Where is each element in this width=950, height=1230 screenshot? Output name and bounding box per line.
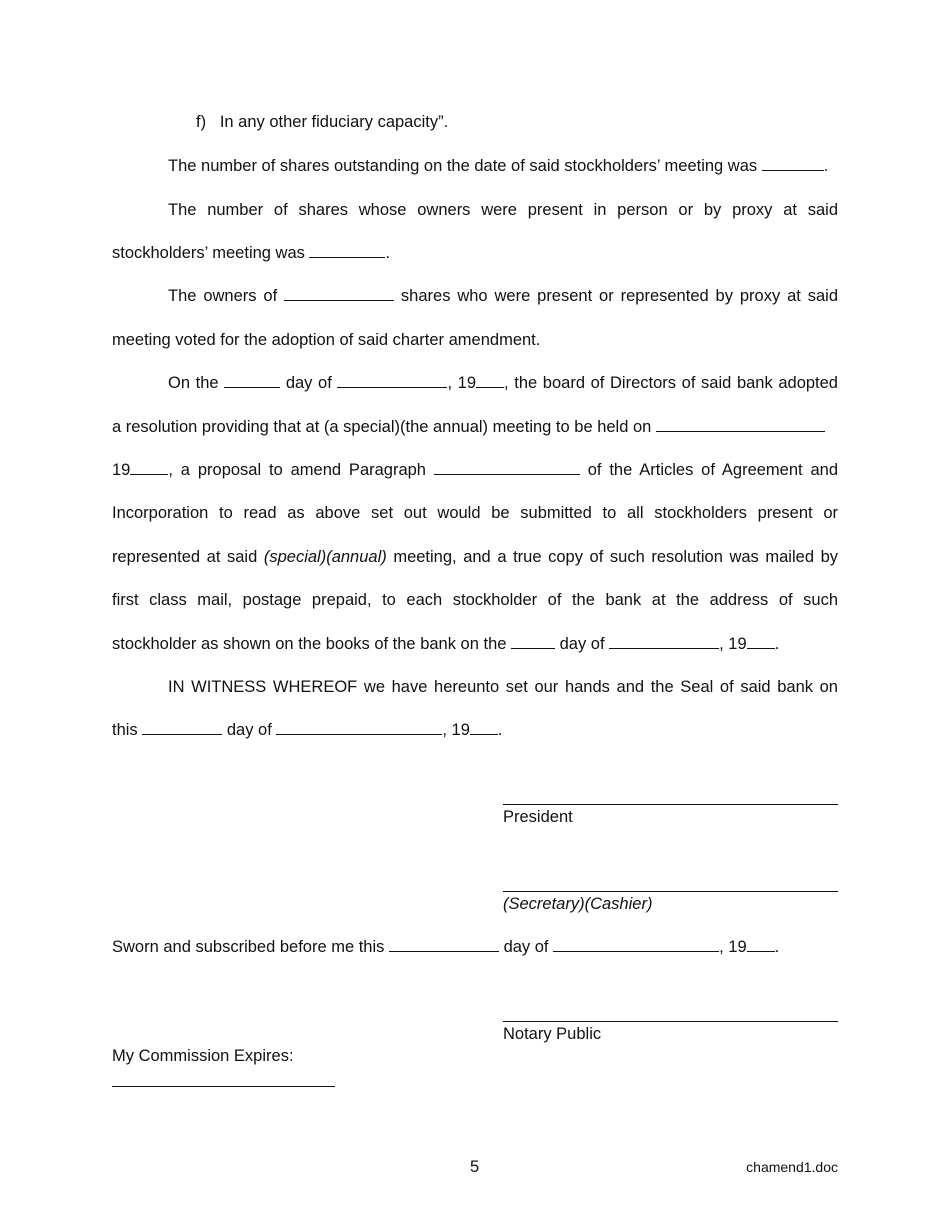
paragraph-shares-outstanding — [168, 156, 838, 176]
blank-field — [130, 460, 168, 475]
paragraph-line — [112, 634, 838, 654]
blank-field — [656, 417, 825, 432]
text-run: day of — [555, 635, 610, 653]
text-run: 19 — [112, 461, 131, 479]
paragraph-line — [112, 243, 838, 263]
secretary-cashier-label: (Secretary)(Cashier) — [503, 895, 653, 913]
paragraph-line — [112, 417, 838, 437]
text-run: this — [112, 721, 143, 739]
president-label: President — [503, 808, 573, 826]
footer-filename: chamend1.doc — [746, 1159, 838, 1175]
paragraph-line — [112, 460, 838, 480]
commission-expires-line — [112, 1086, 335, 1087]
text-run: stockholder as shown on the books of the bank on the — [112, 635, 512, 653]
signature-line-president — [503, 804, 838, 805]
paragraph-line: Incorporation to read as above set out would be submitted to all stockholders present or — [112, 504, 838, 522]
paragraph-line — [112, 720, 838, 740]
blank-field — [553, 937, 719, 952]
sworn-statement — [112, 937, 838, 957]
text-run: , a proposal to amend Paragraph — [168, 461, 434, 479]
paragraph-board-resolution — [168, 373, 838, 393]
signature-line-notary — [503, 1021, 838, 1022]
text-run: day of — [498, 938, 554, 956]
notary-public-label: Notary Public — [503, 1025, 602, 1043]
text-run: . — [497, 721, 503, 739]
text-run: Sworn and subscribed before me this — [112, 938, 389, 956]
text-run: On the — [168, 374, 225, 392]
blank-field — [747, 937, 775, 952]
paragraph-line: meeting voted for the adoption of said charter amendment. — [112, 331, 541, 349]
item-f: f) In any other fiduciary capacity”. — [196, 113, 449, 131]
paragraph-owners — [168, 286, 838, 306]
text-run: stockholders’ meeting was — [112, 244, 310, 262]
paragraph-shares-present: The number of shares whose owners were present in person or by proxy at said — [168, 201, 838, 219]
text-run: , 19 — [442, 721, 470, 739]
signature-line-secretary — [503, 891, 838, 892]
blank-field — [434, 460, 580, 475]
text-run: of the Articles of Agreement and — [579, 461, 838, 479]
commission-expires-label: My Commission Expires: — [112, 1047, 294, 1065]
text-run: day of — [222, 721, 277, 739]
blank-field — [511, 634, 555, 649]
text-run: meeting, and a true copy of such resolution was mailed by — [386, 548, 839, 566]
text-run: represented at said — [112, 548, 264, 566]
blank-field — [142, 720, 222, 735]
blank-field — [609, 634, 719, 649]
blank-field — [747, 634, 775, 649]
blank-field — [309, 243, 385, 258]
blank-field — [224, 373, 280, 388]
text-run-italic: (special)(annual) — [263, 548, 387, 566]
paragraph-witness: IN WITNESS WHEREOF we have hereunto set our hands and the Seal of said bank on — [168, 678, 838, 696]
text-run: The number of shares outstanding on the date of said stockholders’ meeting was — [168, 157, 762, 175]
text-run: day of — [280, 374, 338, 392]
blank-field — [276, 720, 442, 735]
text-run: , 19 — [719, 635, 747, 653]
text-run: . — [774, 635, 780, 653]
text-run: , the board of Directors of said bank adopted — [504, 374, 838, 392]
blank-field — [470, 720, 498, 735]
blank-field — [284, 286, 394, 301]
text-run: , 19 — [719, 938, 747, 956]
text-run: a resolution providing that at (a special)(the annual) meeting to be held on — [112, 418, 656, 436]
text-run: . — [774, 938, 780, 956]
text-run: shares who were present or represented by proxy at said — [394, 287, 839, 305]
text-run: . — [385, 244, 391, 262]
blank-field — [337, 373, 447, 388]
page-number: 5 — [470, 1158, 480, 1176]
blank-field — [389, 937, 499, 952]
text-run: The owners of — [168, 287, 285, 305]
blank-field — [762, 156, 824, 171]
paragraph-line: first class mail, postage prepaid, to each stockholder of the bank at the address of such — [112, 591, 838, 609]
text-run: . — [823, 157, 829, 175]
blank-field — [476, 373, 504, 388]
paragraph-line — [112, 547, 838, 567]
text-run: , 19 — [447, 374, 477, 392]
